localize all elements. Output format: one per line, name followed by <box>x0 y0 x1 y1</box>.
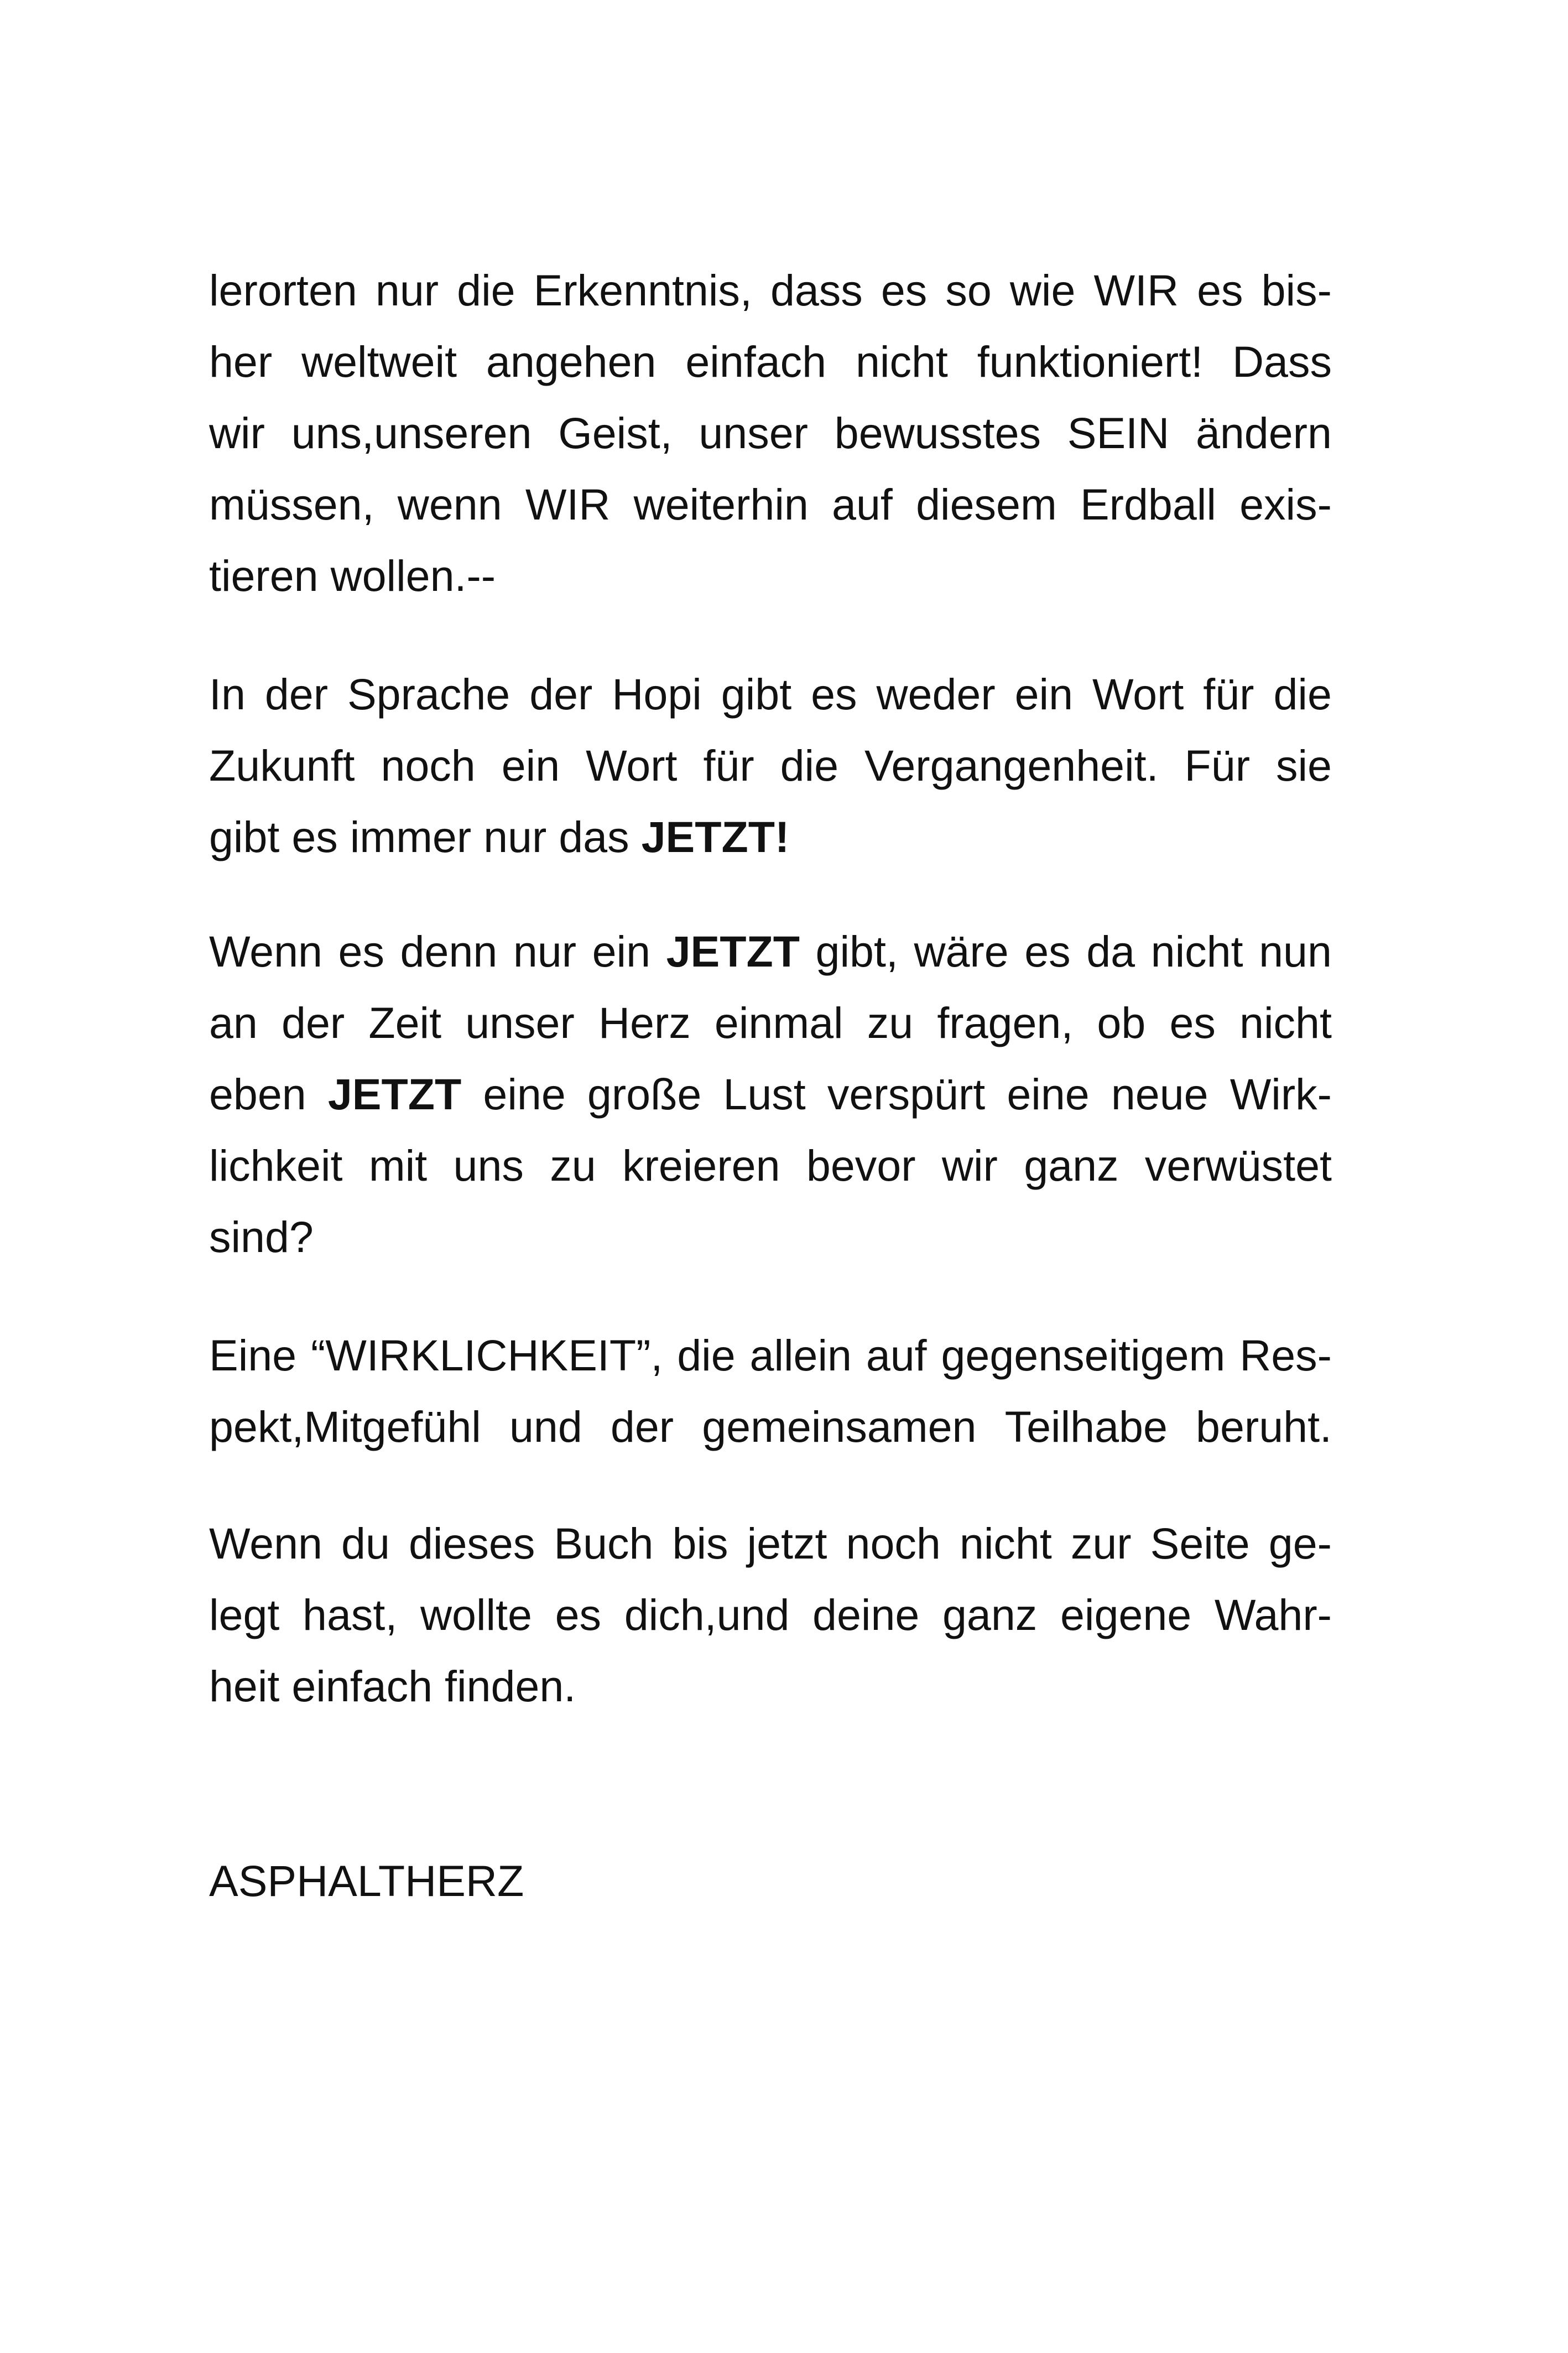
paragraph-line: legt hast, wollte es dich,und deine ganz eigene Wahr- <box>209 1590 1332 1639</box>
paragraph-5 <box>209 1508 1332 1722</box>
paragraph-line: wir uns,unseren Geist, unser bewusstes SEIN ändern <box>209 408 1332 458</box>
paragraph-line: Eine “WIRKLICHKEIT”, die allein auf gegenseitigem Res- <box>209 1331 1332 1380</box>
paragraph-line: Zukunft noch ein Wort für die Vergangenheit. Für sie <box>209 741 1332 790</box>
paragraph-3 <box>209 916 1332 1272</box>
paragraph-line: tieren wollen.-- <box>209 551 496 600</box>
paragraph-line: lichkeit mit uns zu kreieren bevor wir ganz verwüstet <box>209 1141 1332 1190</box>
paragraph-2 <box>209 658 1332 872</box>
paragraph-line: her weltweit angehen einfach nicht funktioniert! Dass <box>209 337 1332 386</box>
paragraph-line: lerorten nur die Erkenntnis, dass es so wie WIR es bis- <box>209 266 1332 315</box>
paragraph-line: In der Sprache der Hopi gibt es weder ein Wort für die <box>209 669 1332 719</box>
paragraph-line: Wenn es denn nur ein JETZT gibt, wäre es da nicht nun <box>209 927 1332 976</box>
paragraph-line: heit einfach finden. <box>209 1661 576 1711</box>
author-signature: ASPHALTHERZ <box>209 1856 524 1905</box>
paragraph-line: pekt,Mitgefühl und der gemeinsamen Teilhabe beruht. <box>209 1402 1332 1451</box>
paragraph-1 <box>209 254 1332 611</box>
paragraph-line: sind? <box>209 1212 314 1261</box>
paragraph-line: an der Zeit unser Herz einmal zu fragen, ob es nicht <box>209 998 1332 1047</box>
paragraph-line: gibt es immer nur das JETZT! <box>209 812 790 861</box>
paragraph-line: Wenn du dieses Buch bis jetzt noch nicht zur Seite ge- <box>209 1519 1332 1568</box>
paragraph-line: müssen, wenn WIR weiterhin auf diesem Erdball exis- <box>209 480 1332 529</box>
paragraph-4 <box>209 1320 1332 1462</box>
paragraph-line: eben JETZT eine große Lust verspürt eine neue Wirk- <box>209 1069 1332 1119</box>
